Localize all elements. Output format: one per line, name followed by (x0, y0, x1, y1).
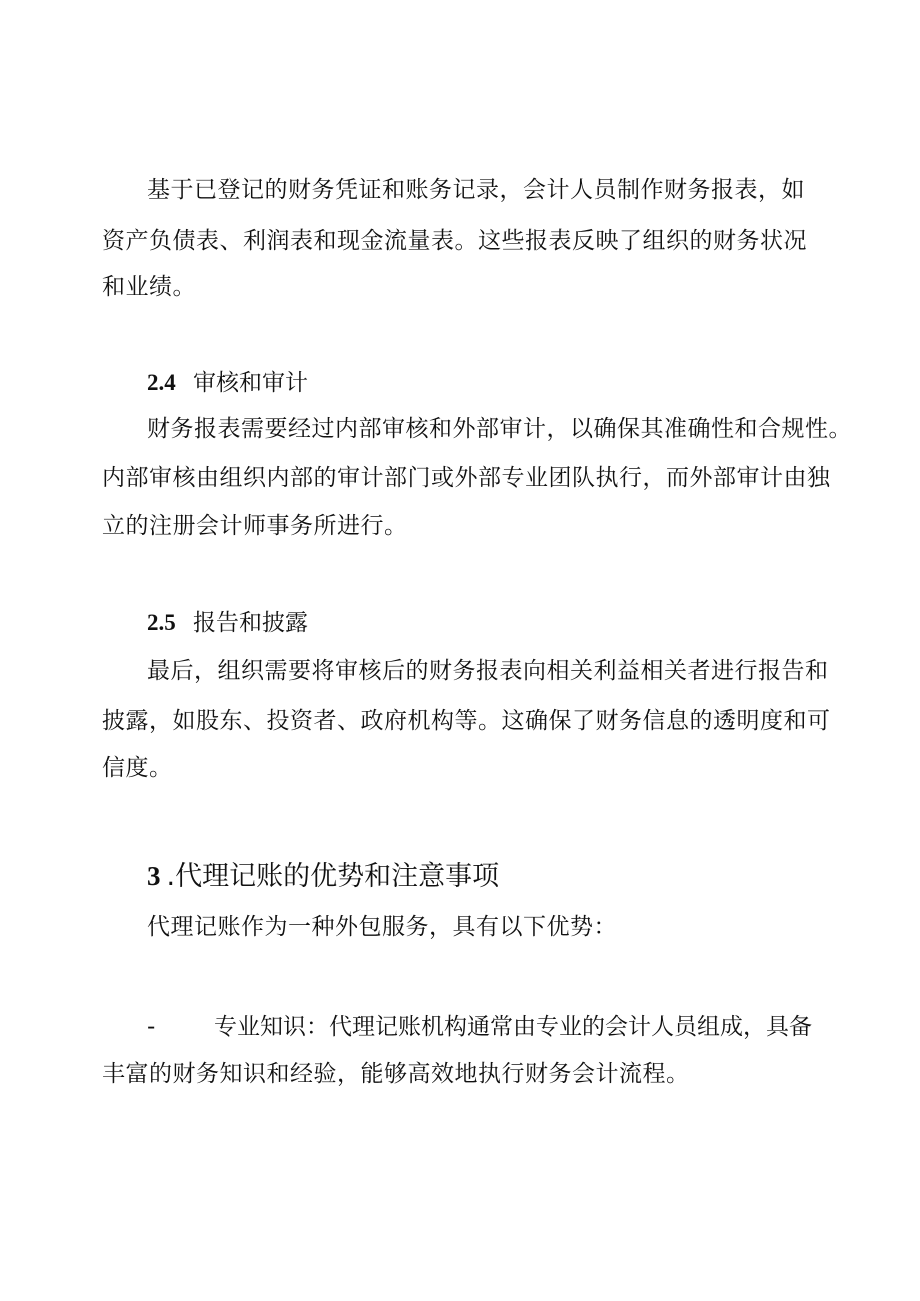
section-3-number: 3 (147, 861, 161, 891)
section-2-5-line-1: 最后，组织需要将审核后的财务报表向相关利益相关者进行报告和 (147, 658, 829, 684)
bullet-item-1-text: 专业知识：代理记账机构通常由专业的会计人员组成，具备 (214, 1014, 812, 1040)
section-2-4-heading (147, 368, 308, 398)
section-2-5-line-3: 信度。 (102, 755, 173, 781)
bullet-dash: - (147, 1014, 156, 1040)
section-2-5-heading (147, 608, 308, 638)
bullet-item-1 (147, 1012, 812, 1042)
section-3-heading (147, 858, 499, 895)
paragraph-1-line-1: 基于已登记的财务凭证和账务记录，会计人员制作财务报表，如 (147, 177, 805, 203)
section-3-title: .代理记账的优势和注意事项 (166, 861, 500, 892)
section-2-4-line-2: 内部审核由组织内部的审计部门或外部专业团队执行，而外部审计由独 (102, 465, 831, 491)
section-2-5-line-2: 披露，如股东、投资者、政府机构等。这确保了财务信息的透明度和可 (102, 708, 831, 734)
section-2-5-title: 报告和披露 (193, 610, 308, 636)
section-2-4-title: 审核和审计 (193, 370, 308, 396)
paragraph-1-line-3: 和业绩。 (102, 274, 196, 300)
section-2-4-line-1: 财务报表需要经过内部审核和外部审计，以确保其准确性和合规性。 (147, 416, 852, 442)
paragraph-1-line-2: 资产负债表、利润表和现金流量表。这些报表反映了组织的财务状况 (102, 228, 807, 254)
section-2-4-line-3: 立的注册会计师事务所进行。 (102, 513, 408, 539)
section-2-5-number: 2.5 (147, 610, 176, 635)
section-2-4-number: 2.4 (147, 370, 176, 395)
section-3-intro: 代理记账作为一种外包服务，具有以下优势： (147, 914, 617, 940)
bullet-item-1-continuation: 丰富的财务知识和经验，能够高效地执行财务会计流程。 (102, 1061, 690, 1087)
